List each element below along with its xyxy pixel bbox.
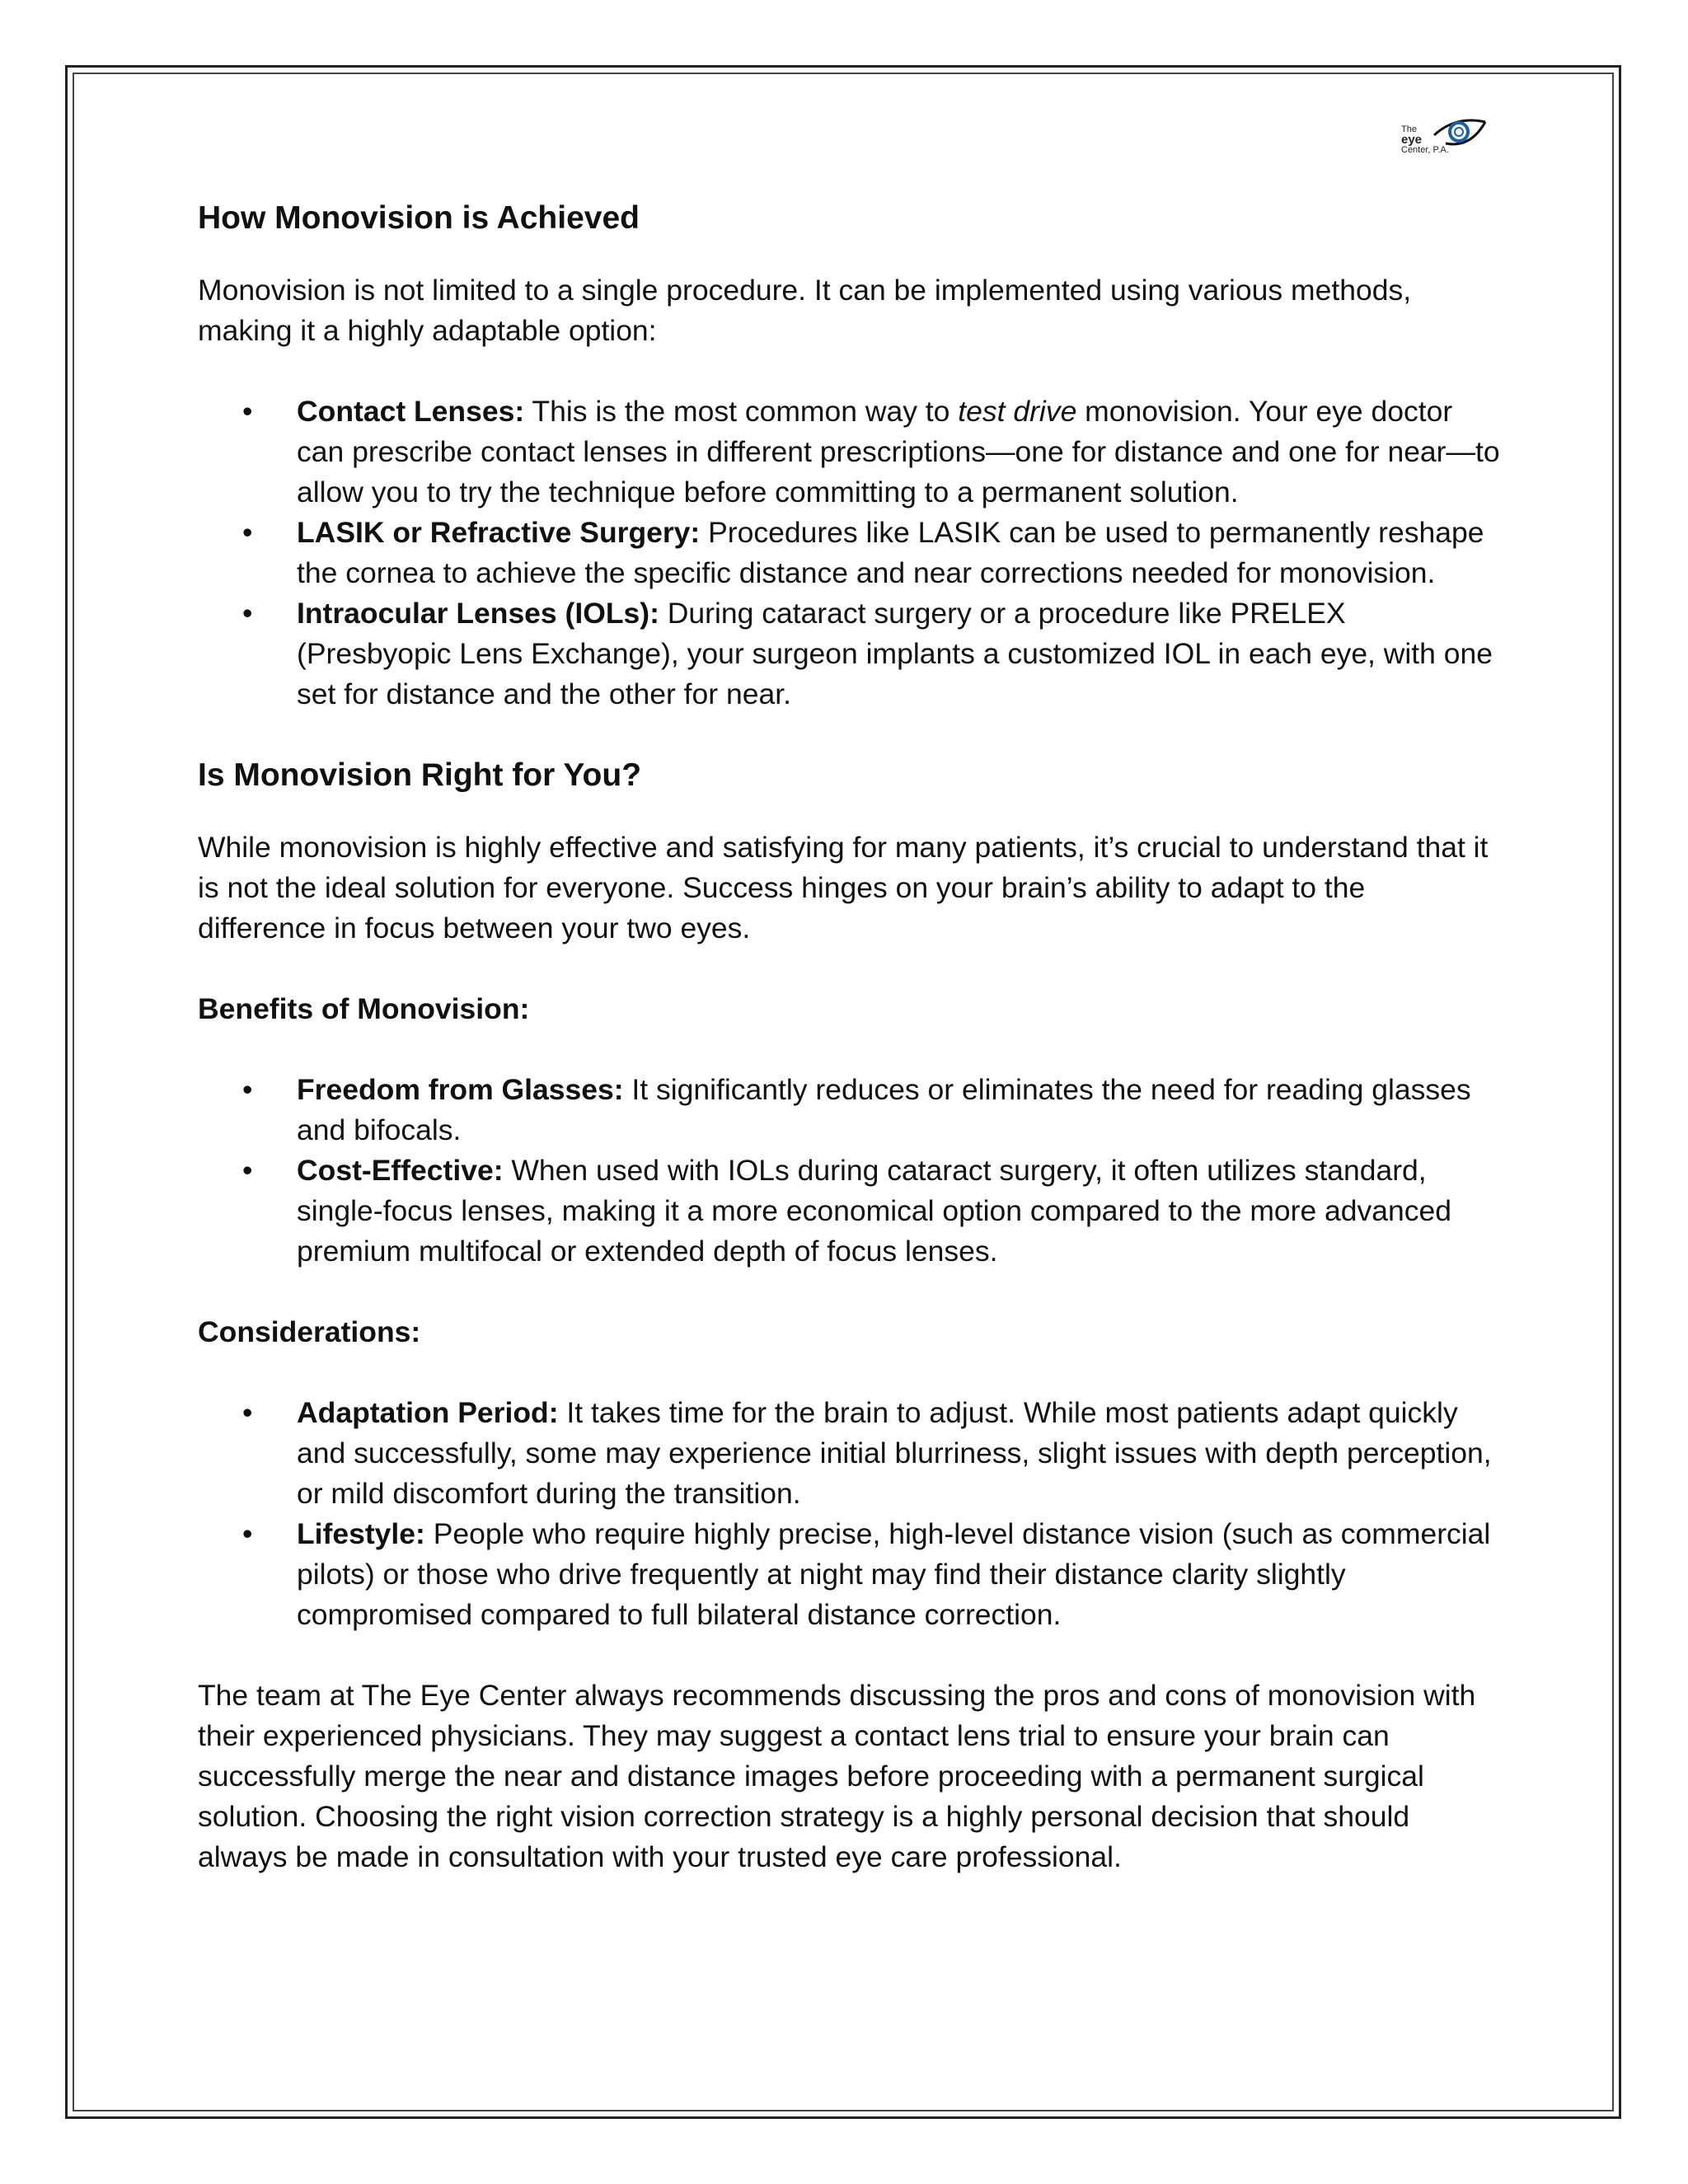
item-text: People who require highly precise, high-level distance vision (such as commercial pilots) or those who drive frequently at night may find their distance clarity slightly compromised compared to full bilateral distance correction.: [297, 1517, 1491, 1631]
eye-center-logo: [1401, 114, 1492, 168]
item-label: Lifestyle:: [297, 1517, 425, 1550]
list-item: [198, 1070, 1500, 1151]
item-text: It significantly reduces or eliminates the need for reading glasses and bifocals.: [297, 1073, 1471, 1146]
subheading-benefits: Benefits of Monovision:: [198, 992, 530, 1025]
list-item: [198, 1393, 1500, 1514]
bullet: •: [242, 1396, 253, 1429]
document-body: [198, 190, 1500, 1918]
bullet: •: [242, 597, 253, 630]
item-text: During cataract surgery or a procedure like PRELEX (Presbyopic Lens Exchange), your surgeon implants a customized IOL in each eye, with one set for distance and the other for near.: [297, 597, 1493, 710]
bullet: •: [242, 1517, 253, 1550]
item-text: When used with IOLs during cataract surgery, it often utilizes standard, single-focus lenses, making it a more economical option compared to the more advanced premium multifocal or extended depth of focus lenses.: [297, 1154, 1452, 1268]
item-label: Freedom from Glasses:: [297, 1073, 624, 1106]
item-text: monovision. Your eye doctor can prescribe contact lenses in different prescriptions—one for distance and one for near—to allow you to try the technique before committing to a permanent solution.: [297, 395, 1500, 509]
item-label: Contact Lenses:: [297, 395, 525, 428]
list-item: [198, 593, 1500, 715]
logo-line-3: Center, P.A.: [1401, 145, 1449, 155]
bullet: •: [242, 395, 253, 428]
item-text: This is the most common way to: [524, 395, 959, 428]
item-emphasis: test drive: [958, 395, 1077, 428]
heading-how-achieved: How Monovision is Achieved: [198, 200, 640, 236]
subheading-considerations: Considerations:: [198, 1315, 421, 1348]
logo-line-2: eye: [1401, 133, 1423, 147]
bullet: •: [242, 1154, 253, 1187]
list-item: [198, 391, 1500, 513]
item-label: Cost-Effective:: [297, 1154, 504, 1187]
list-item: [198, 513, 1500, 593]
item-label: Intraocular Lenses (IOLs):: [297, 597, 659, 630]
eye-icon: [1431, 114, 1489, 150]
list-item: [198, 1514, 1500, 1635]
item-label: LASIK or Refractive Surgery:: [297, 516, 701, 549]
paragraph-closing: The team at The Eye Center always recommends discussing the pros and cons of monovision with their experienced physicians. They may suggest a contact lens trial to ensure your brain can successfully merge the near and distance images before proceeding with a permanent surgical solution. Choosing the right vision correction strategy is a highly personal decision that should always be made in consultation with your trusted eye care professional.: [198, 1679, 1476, 1873]
bullet: •: [242, 1073, 253, 1106]
paragraph-achieved-intro: Monovision is not limited to a single procedure. It can be implemented using various methods, making it a highly adaptable option:: [198, 274, 1412, 347]
paragraph-right-for-you-intro: While monovision is highly effective and satisfying for many patients, it’s crucial to understand that it is not the ideal solution for everyone. Success hinges on your brain’s ability to adapt to the difference in focus between your two eyes.: [198, 831, 1489, 944]
list-item: [198, 1151, 1500, 1272]
list-methods: [198, 391, 1500, 715]
bullet: •: [242, 516, 253, 549]
item-label: Adaptation Period:: [297, 1396, 559, 1429]
item-text: It takes time for the brain to adjust. While most patients adapt quickly and successfully, some may experience initial blurriness, slight issues with depth perception, or mild discomfort during the transition.: [297, 1396, 1492, 1510]
heading-right-for-you: Is Monovision Right for You?: [198, 757, 642, 793]
list-benefits: [198, 1070, 1500, 1272]
logo-line-1: The: [1401, 124, 1417, 134]
list-considerations: [198, 1393, 1500, 1635]
item-text: Procedures like LASIK can be used to permanently reshape the cornea to achieve the specific distance and near corrections needed for monovision.: [297, 516, 1484, 589]
